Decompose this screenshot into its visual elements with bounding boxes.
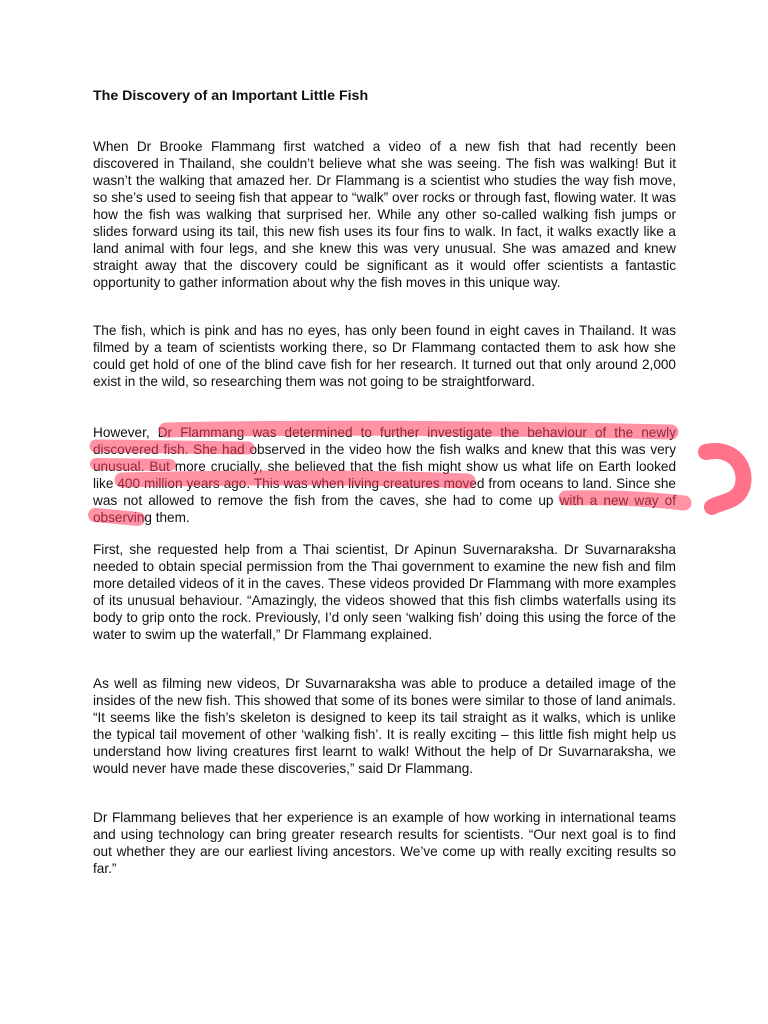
paragraph-2: The fish, which is pink and has no eyes, has only been found in eight caves in Thailand. It was filmed by a team of scientists working there, so Dr Flammang contacted them to ask how she could get hold of one of the blind cave fish for her research. It turned out that only around 2,000 exist in the wild, so researching them was not going to be straightforward. <box>93 323 676 389</box>
paragraph-5: As well as filming new videos, Dr Suvarnaraksha was able to produce a detailed image of the insides of the new fish. This showed that some of its bones were similar to those of land animals. “It seems like the fish’s skeleton is designed to keep its tail straight as it walks, which is unlike the typical tail movement of other ‘walking fish’. It is really exciting – this little fish might help us understand how living creatures first learnt to walk! Without the help of Dr Suvarnaraksha, we would never have made these discoveries,” said Dr Flammang. <box>93 676 676 776</box>
paragraph-1: When Dr Brooke Flammang first watched a video of a new fish that had recently been discovered in Thailand, she couldn’t believe what she was seeing. The fish was walking! But it wasn’t the walking that amazed her. Dr Flammang is a scientist who studies the way fish move, so she’s used to seeing fish that appear to “walk” over rocks or through fast, flowing water. It was how the fish was walking that surprised her. While any other so-called walking fish jumps or slides forward using its tail, this new fish uses its four fins to walk. In fact, it walks exactly like a land animal with four legs, and she knew this was very unusual. She was amazed and knew straight away that the discovery could be significant as it would offer scientists a fantastic opportunity to gather information about why the fish moves in this unique way. <box>93 139 676 290</box>
document-title: The Discovery of an Important Little Fish <box>93 88 369 104</box>
paragraph-3: However, Dr Flammang was determined to further investigate the behaviour of the newly discovered fish. She had observed in the video how the fish walks and knew that this was very unusual. But more crucially, she believed that the fish might show us what life on Earth looked like 400 million years ago. This was when living creatures moved from oceans to land. Since she was not allowed to remove the fish from the caves, she had to come up with a new way of observing them. <box>93 425 676 525</box>
paragraph-4: First, she requested help from a Thai scientist, Dr Apinun Suvernaraksha. Dr Suvarnaraksha needed to obtain special permission from the Thai government to examine the new fish and film more detailed videos of it in the caves. These videos provided Dr Flammang with more examples of its unusual behaviour. “Amazingly, the videos showed that this fish climbs waterfalls using its body to grip onto the rock. Previously, I’d only seen ‘walking fish’ doing this using the force of the water to swim up the waterfall,” Dr Flammang explained. <box>93 542 676 642</box>
bracket-mark <box>706 451 744 507</box>
paragraph-6: Dr Flammang believes that her experience is an example of how working in international teams and using technology can bring greater research results for scientists. “Our next goal is to find out whether they are our earliest living ancestors. We’ve come up with really exciting results so far.” <box>93 810 676 876</box>
